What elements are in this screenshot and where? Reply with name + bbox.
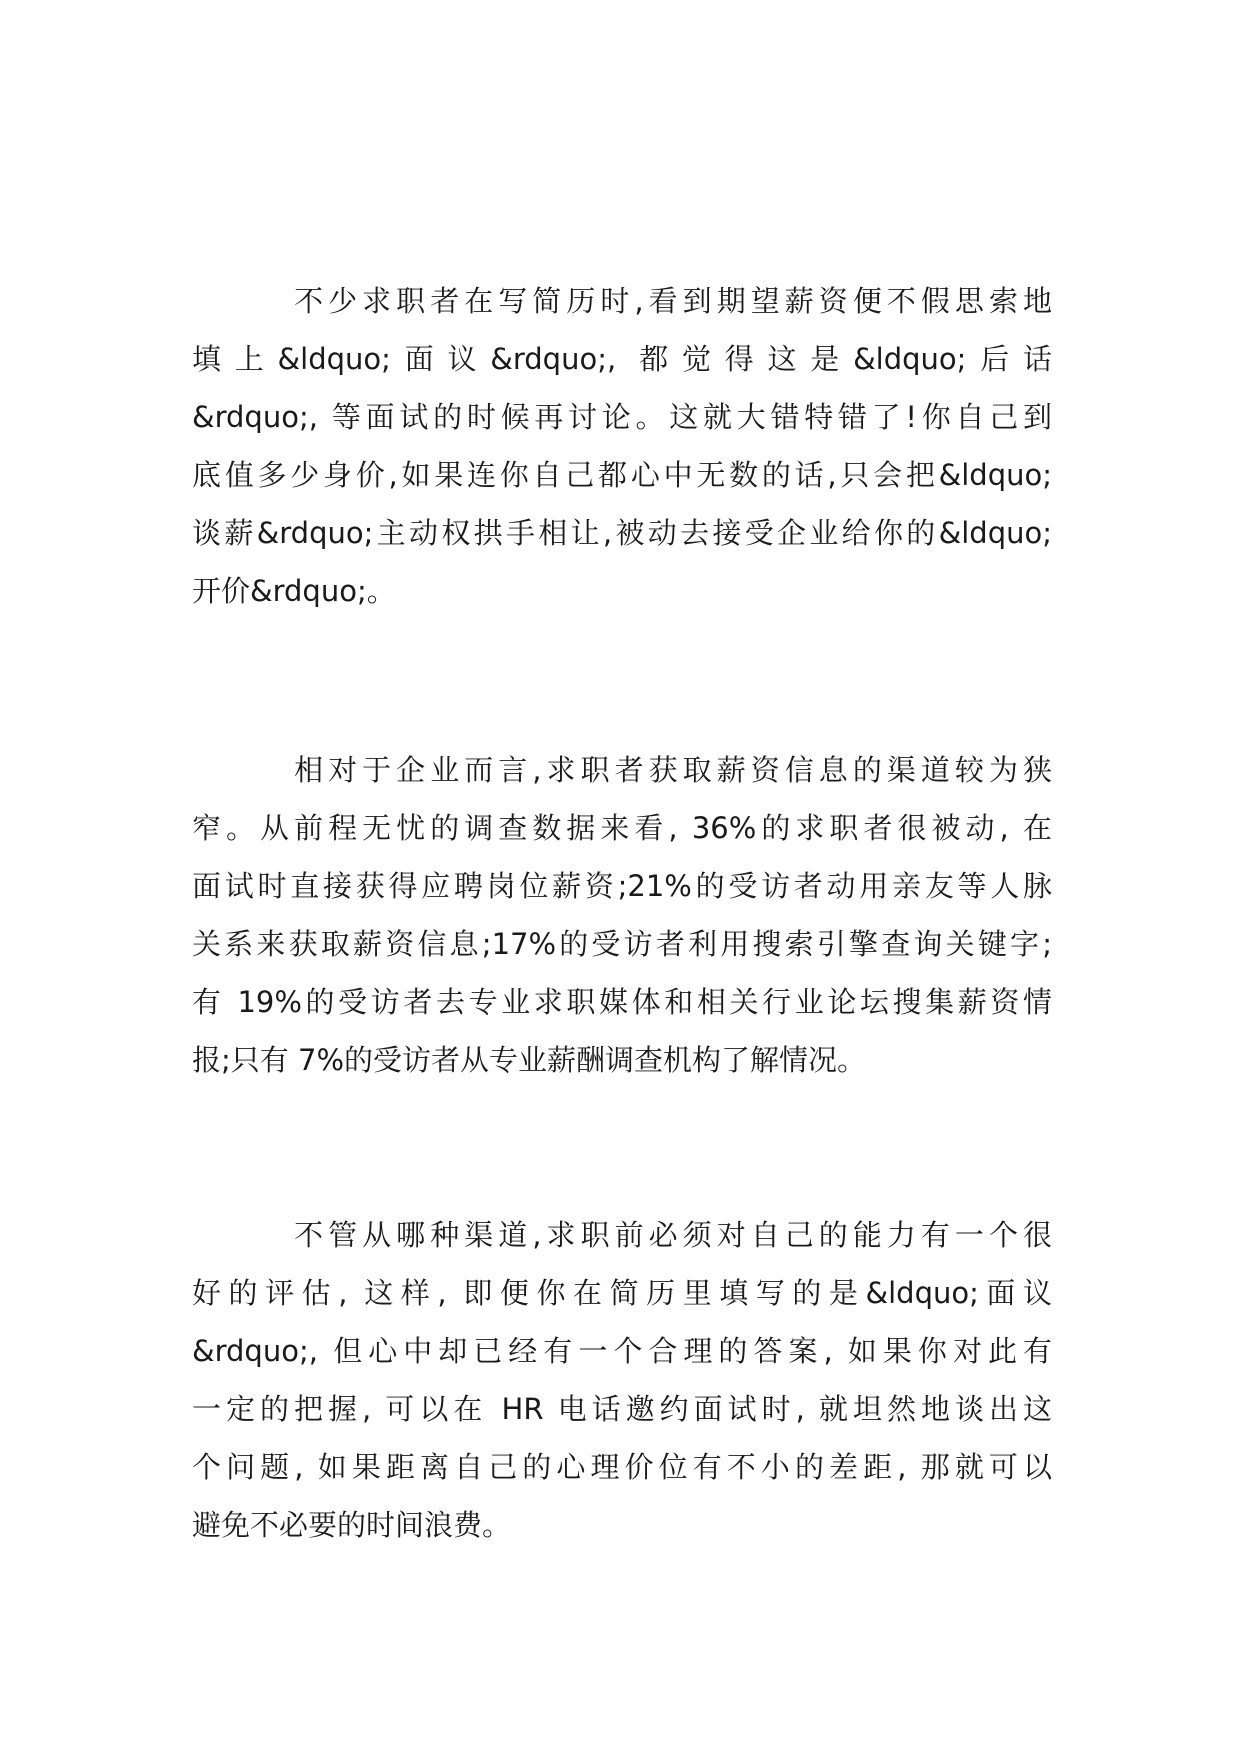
paragraph-line: 相对于企业而言,求职者获取薪资信息的渠道较为狭 <box>192 753 1052 787</box>
paragraph-line: &rdquo;, 等面试的时候再讨论。这就大错特错了!你自己到 <box>192 400 1052 434</box>
paragraph-line: 好的评估, 这样, 即便你在简历里填写的是&ldquo;面议 <box>192 1276 1052 1310</box>
paragraph-line: 个问题, 如果距离自己的心理价位有不小的差距, 那就可以 <box>192 1450 1052 1484</box>
paragraph-line: 避免不必要的时间浪费。 <box>192 1508 512 1542</box>
paragraph-1 <box>192 272 1052 620</box>
paragraph-line: 不少求职者在写简历时,看到期望薪资便不假思索地 <box>192 284 1052 318</box>
paragraph-line: 一定的把握, 可以在 HR 电话邀约面试时, 就坦然地谈出这 <box>192 1392 1052 1426</box>
paragraph-3 <box>192 1206 1052 1554</box>
paragraph-line: 关系来获取薪资信息;17%的受访者利用搜索引擎查询关键字; <box>192 927 1052 961</box>
paragraph-line: 窄。从前程无忧的调查数据来看, 36%的求职者很被动, 在 <box>192 811 1052 845</box>
paragraph-line: 面试时直接获得应聘岗位薪资;21%的受访者动用亲友等人脉 <box>192 869 1052 903</box>
paragraph-line: 底值多少身价,如果连你自己都心中无数的话,只会把&ldquo; <box>192 458 1052 492</box>
paragraph-line: &rdquo;, 但心中却已经有一个合理的答案, 如果你对此有 <box>192 1334 1052 1368</box>
paragraph-line: 开价&rdquo;。 <box>192 574 396 608</box>
paragraph-2 <box>192 741 1052 1089</box>
paragraph-line: 填上&ldquo;面议&rdquo;, 都觉得这是&ldquo;后话 <box>192 342 1052 376</box>
paragraph-line: 有 19%的受访者去专业求职媒体和相关行业论坛搜集薪资情 <box>192 985 1052 1019</box>
paragraph-line: 不管从哪种渠道,求职前必须对自己的能力有一个很 <box>192 1218 1052 1252</box>
paragraph-line: 谈薪&rdquo;主动权拱手相让,被动去接受企业给你的&ldquo; <box>192 516 1052 550</box>
paragraph-line: 报;只有 7%的受访者从专业薪酬调查机构了解情况。 <box>192 1043 866 1077</box>
